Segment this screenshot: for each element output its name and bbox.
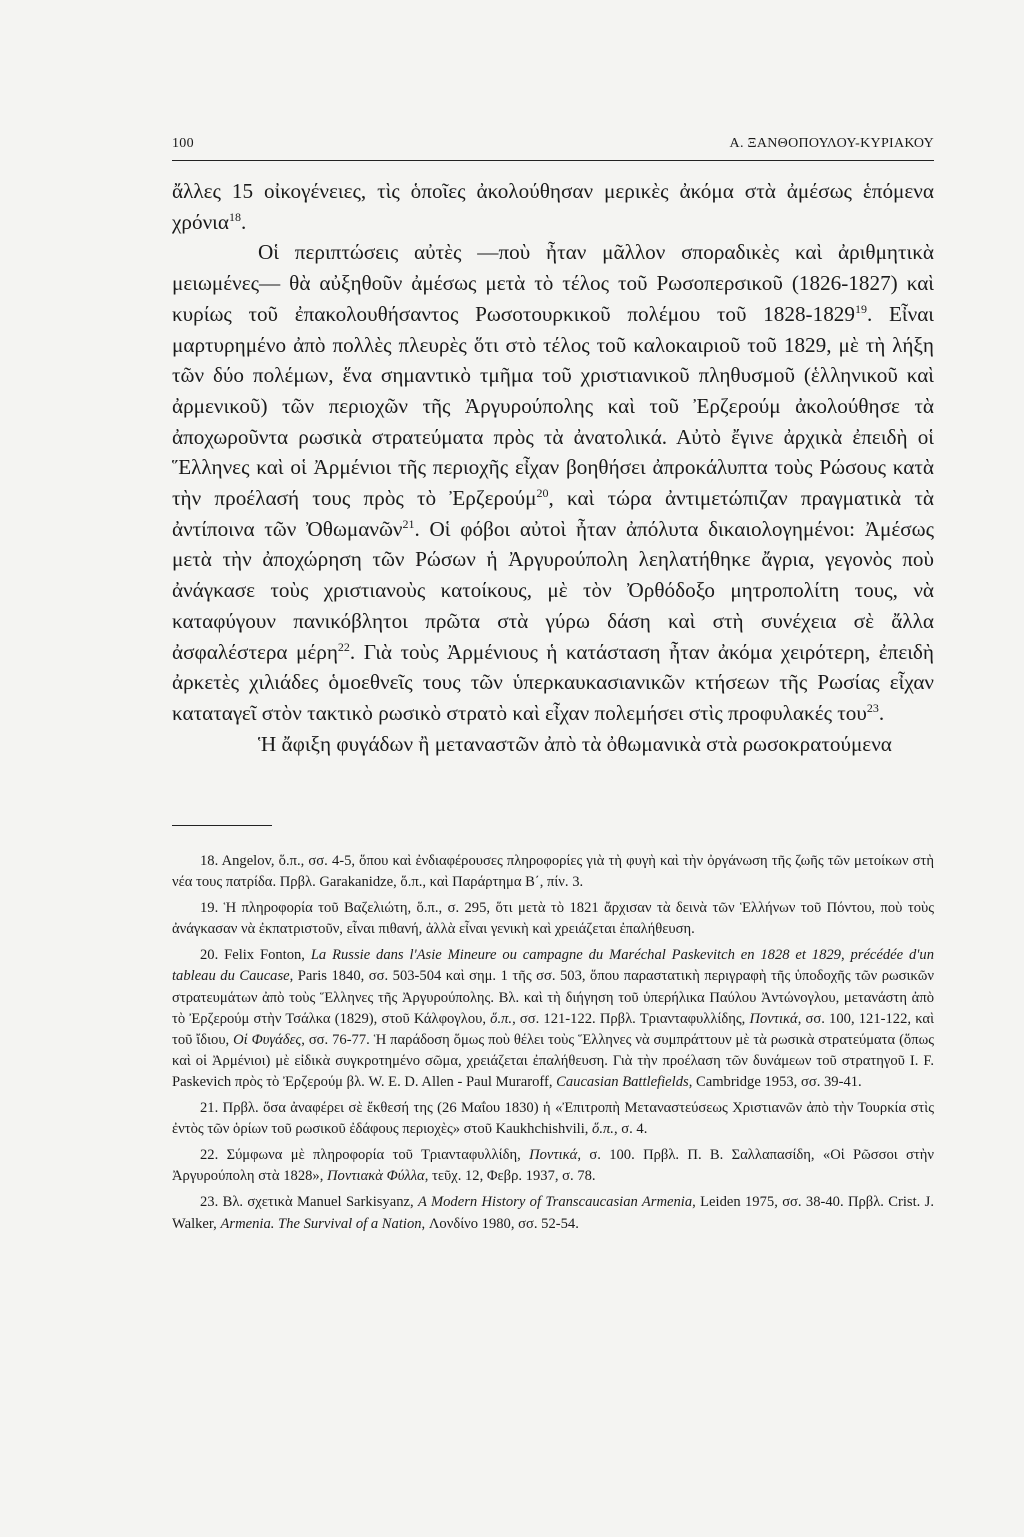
running-header (172, 136, 934, 152)
fn21-op-cit: ὅ.π. (592, 1121, 614, 1138)
header-rule (172, 160, 934, 161)
fn20-text-k: , Cambridge 1953, σσ. 39-41. (688, 1073, 862, 1090)
running-title: Α. ΞΑΝΘΟΠΟΥΛΟΥ-ΚΥΡΙΑΚΟΥ (729, 136, 934, 151)
fn20-title-fygades: Οἱ Φυγάδες (233, 1031, 302, 1048)
fn20-text-a: 20. Felix Fonton, (200, 947, 311, 964)
paragraph-2-text-b: . Εἶναι μαρτυρημένο ἀπὸ πολλὲς πλευρὲς ὅτι στὸ τέλος τοῦ καλοκαιριοῦ τοῦ 1829, μὲ τὴ λήξη τῶν δύο πολέμων, ἕνα σημαντικὸ τμῆμα τοῦ χριστιανικοῦ πληθυσμοῦ (ἑλληνικοῦ καὶ ἀρμενικοῦ) τῶν περιοχῶν τῆς Ἀργυρούπολης καὶ τοῦ Ἐρζερούμ ἀκολούθησε τὰ ἀποχωροῦντα ρωσικὰ στρατεύματα πρὸς τὰ ἀνατολικά. Αὐτὸ ἔγινε ἀρχικὰ ἐπειδὴ οἱ Ἕλληνες καὶ οἱ Ἀρμένιοι τῆς περιοχῆς εἶχαν βοηθήσει ἀπροκάλυπτα τοὺς Ρώσους κατὰ τὴν προέλασή τους πρὸς τὸ Ἐρζερούμ (172, 301, 934, 511)
fn23-title-survival: Armenia. The Survival of a Nation (220, 1215, 422, 1232)
fn21-text-c: , σ. 4. (613, 1121, 648, 1138)
fn22-text-c: , σ. 100. Πρβλ. Π. Β. Σαλλαπασίδη, «Οἱ Ρῶσσοι στὴν Ἀργυρούπολη στὰ 1828», (172, 1147, 935, 1185)
fn22-text-e: , τεῦχ. 12, Φεβρ. 1937, σ. 78. (424, 1168, 596, 1185)
footnote-ref-18[interactable]: 18 (228, 209, 241, 224)
fn20-text-i: , σσ. 76-77. Ἡ παράδοση ὅμως ποὺ θέλει τοὺς Ἕλληνες νὰ συμπράττουν μὲ τὰ ρωσικὰ στρατεύματα (ὅπως καὶ οἱ Ἀρμένιοι) μὲ εἰδικὰ συγκροτημένο σῶμα, χρειάζεται ἐπαλήθευση. Γιὰ τὴν προέλαση τῶν δυνάμεων τοῦ στρατηγοῦ I. F. Paskevich πρὸς τὸ Ἐρζερούμ βλ. W. E. D. Allen - Paul Muraroff, (172, 1031, 934, 1090)
footnotes (172, 851, 934, 1240)
fn20-title-a: La Russie dans l'Asie Mineure ou campagne du Maréchal Paskevitch en 1828 et 1829, précédée d'un tableau du Caucase (172, 947, 934, 985)
footnote-19: 19. Ἡ πληροφορία τοῦ Βαζελιώτη, ὅ.π., σ. 295, ὅτι μετὰ τὸ 1821 ἄρχισαν τὰ δεινὰ τῶν Ἑλλήνων τοῦ Πόντου, ποὺ τοὺς ἀνάγκασαν νὰ ἐκπατριστοῦν, εἶναι πιθανή, ἀλλὰ εἶναι γενικὴ καὶ χρειάζεται ἐπαλήθευση. (172, 900, 934, 938)
fn22-text-a: 22. Σύμφωνα μὲ πληροφορία τοῦ Τριανταφυλλίδη, (200, 1147, 530, 1164)
paragraph-3: Ἡ ἄφιξη φυγάδων ἢ μεταναστῶν ἀπὸ τὰ ὀθωμανικὰ στὰ ρωσοκρατούμενα (258, 731, 892, 756)
fn22-title-fylla: Ποντιακὰ Φύλλα (327, 1168, 425, 1185)
paragraph-2-text-c: , καὶ τώρα ἀντιμετώπιζαν πραγματικὰ τὰ ἀντίποινα τῶν Ὀθωμανῶν (172, 486, 934, 541)
footnote-18: 18. Angelov, ὅ.π., σσ. 4-5, ὅπου καὶ ἐνδιαφέρουσες πληροφορίες γιὰ τὴ φυγὴ καὶ τὴν ὀργάνωση τῆς ζωῆς τῶν μετοίκων στὴ νέα τους πατρίδα. Πρβλ. Garakanidze, ὅ.π., καὶ Παράρτημα Β΄, πίν. 3. (172, 853, 934, 891)
fn22-title-pontika: Ποντικά (529, 1147, 578, 1164)
main-text (172, 176, 934, 759)
footnote-separator (172, 825, 272, 826)
footnote-ref-20[interactable]: 20 (536, 485, 549, 500)
fn20-title-caucasian: Caucasian Battlefields (556, 1073, 689, 1090)
fn20-title-pontika: Ποντικά (749, 1010, 798, 1027)
fn23-text-e: , Λονδίνο 1980, σσ. 52-54. (421, 1215, 579, 1232)
footnote-ref-22[interactable]: 22 (337, 639, 350, 654)
paragraph-2-text-e: . Γιὰ τοὺς Ἀρμένιους ἡ κατάσταση ἦταν ἀκόμα χειρότερη, ἐπειδὴ ἀρκετὲς χιλιάδες ὁμοεθνεῖς τους τῶν ὑπερκαυκασιανικῶν κτήσεων τῆς Ρωσίας εἶχαν καταταγεῖ στὸν τακτικὸ ρωσικὸ στρατὸ καὶ εἶχαν πολεμήσει στὶς προφυλακές του (172, 639, 934, 725)
fn21-text-a: 21. Πρβλ. ὅσα ἀναφέρει σὲ ἔκθεσή της (26 Μαΐου 1830) ἡ «Ἐπιτροπὴ Μεταναστεύσεως Χριστιανῶν ἀπὸ τὴν Τουρκία στὶς ἐντὸς τῶν ὁρίων τοῦ ρωσικοῦ ἐδάφους περιοχὲς» στοῦ Kaukhchishvili, (172, 1100, 934, 1138)
page-number: 100 (172, 136, 194, 151)
footnote-ref-19[interactable]: 19 (855, 301, 867, 316)
fn23-title-armenia: A Modern History of Transcaucasian Armenia (417, 1194, 693, 1211)
paragraph-1-end: . (240, 209, 247, 234)
footnote-20 (172, 945, 934, 1093)
footnote-21 (172, 1098, 934, 1140)
fn20-text-e: , σσ. 121-122. Πρβλ. Τριανταφυλλίδης, (512, 1010, 750, 1027)
footnote-ref-21[interactable]: 21 (402, 516, 415, 531)
paragraph-2-text-a: Οἱ περιπτώσεις αὐτὲς —ποὺ ἦταν μᾶλλον σποραδικὲς καὶ ἀριθμητικὰ μειωμένες— θὰ αὐξηθοῦν ἀμέσως μετὰ τὸ τέλος τοῦ Ρωσοπερσικοῦ (1826-1827) καὶ κυρίως τοῦ ἐπακολουθήσαντος Ρωσοτουρκικοῦ πολέμου τοῦ 1828-1829 (172, 240, 934, 326)
paragraph-1 (172, 176, 934, 237)
footnote-23 (172, 1192, 934, 1234)
paragraph-2-text-f: . (878, 700, 885, 725)
fn20-op-cit: ὅ.π. (490, 1010, 513, 1027)
paragraph-2-text-d: . Οἱ φόβοι αὐτοὶ ἦταν ἀπόλυτα δικαιολογημένοι: Ἀμέσως μετὰ τὴν ἀποχώρηση τῶν Ρώσων ἡ Ἀργυρούπολη λεηλατήθηκε ἄγρια, γεγονὸς ποὺ ἀνάγκασε τοὺς χριστιανοὺς κατοίκους, μὲ τὸν Ὀρθόδοξο μητροπολίτη τους, νὰ καταφύγουν πανικόβλητοι πρῶτα στὰ γύρω δάση καὶ στὴ συνέχεια σὲ ἄλλα ἀσφαλέστερα μέρη (172, 516, 935, 664)
footnote-ref-23[interactable]: 23 (866, 700, 879, 715)
fn23-text-c: , Leiden 1975, σσ. 38-40. Πρβλ. Crist. J. Walker, (172, 1194, 934, 1232)
fn20-text-g: , σσ. 100, 121-122, καὶ τοῦ ἴδιου, (172, 1010, 934, 1048)
fn23-text-a: 23. Βλ. σχετικὰ Manuel Sarkisyanz, (200, 1194, 418, 1211)
footnote-22 (172, 1145, 934, 1187)
paragraph-2 (172, 237, 934, 728)
paragraph-1-text: ἄλλες 15 οἰκογένειες, τὶς ὁποῖες ἀκολούθησαν μερικὲς ἀκόμα στὰ ἀμέσως ἑπόμενα χρόνια (172, 179, 934, 234)
fn20-text-c: , Paris 1840, σσ. 503-504 καὶ σημ. 1 τῆς σσ. 503, ὅπου παραστατικὴ περιγραφὴ τῆς ὑποδοχῆς τῶν ρωσικῶν στρατευμάτων ἀπὸ τοὺς Ἕλληνες τῆς Ἀργυρούπολης. Βλ. καὶ τὴ διήγηση τοῦ ὑπερήλικα Παύλου Ἀντώνογλου, μετανάστη ἀπὸ τὸ Ἐρζερούμ στὴν Τσάλκα (1829), στοῦ Κάλφογλου, (172, 968, 934, 1027)
